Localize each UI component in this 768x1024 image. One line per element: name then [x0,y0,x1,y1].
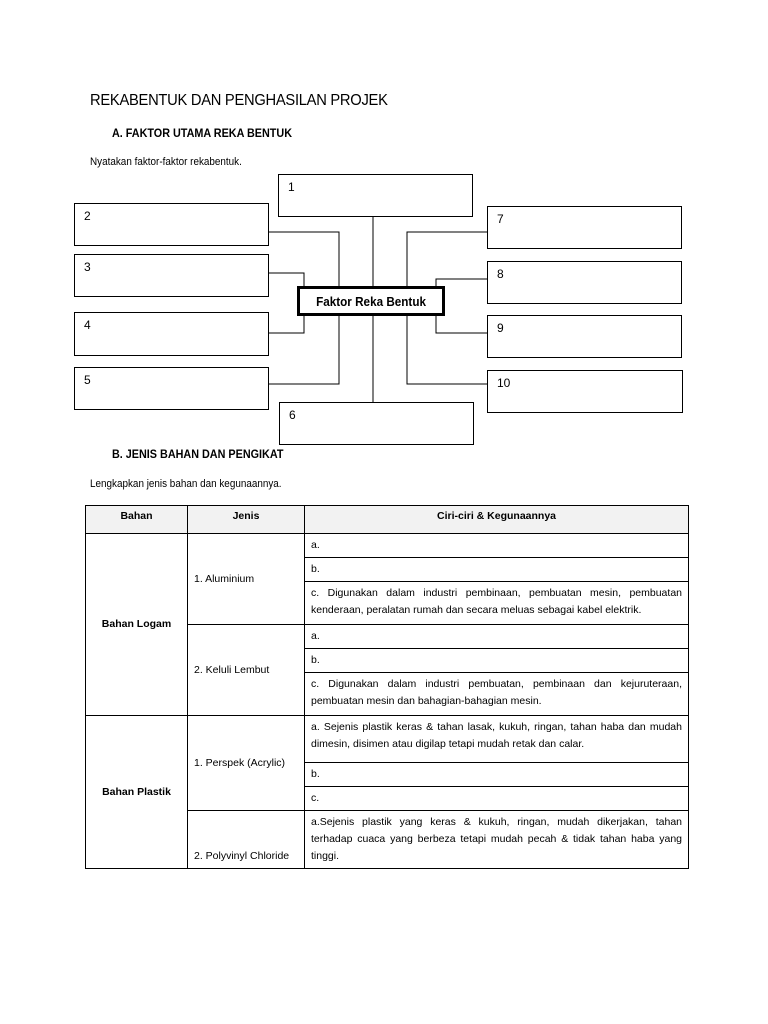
keluli-b-cell[interactable]: b. [305,649,689,673]
keluli-c-cell: c. Digunakan dalam industri pembuatan, pembinaan dan kejuruteraan, pembuatan mesin dan bahagian-bahagian mesin. [305,673,689,716]
jenis-aluminium: 1. Aluminium [188,534,305,625]
center-factor-box: Faktor Reka Bentuk [297,286,445,316]
factor-box-7[interactable]: 7 [487,206,682,249]
factor-box-2[interactable]: 2 [74,203,269,246]
jenis-pvc: 2. Polyvinyl Chloride [188,811,305,869]
factor-box-9[interactable]: 9 [487,315,682,358]
factor-box-4[interactable]: 4 [74,312,269,356]
factor-box-3[interactable]: 3 [74,254,269,297]
factor-box-1[interactable]: 1 [278,174,473,217]
perspek-a-cell: a. Sejenis plastik keras & tahan lasak, kukuh, ringan, tahan haba dan mudah dimesin, disimen atau digilap tetapi mudah retak dan calar. [305,716,689,763]
factor-box-10[interactable]: 10 [487,370,683,413]
section-a-heading: A. FAKTOR UTAMA REKA BENTUK [112,126,292,140]
factor-box-5[interactable]: 5 [74,367,269,410]
factor-box-6[interactable]: 6 [279,402,474,445]
header-jenis: Jenis [188,506,305,534]
keluli-a-cell[interactable]: a. [305,625,689,649]
bahan-plastik: Bahan Plastik [86,716,188,869]
jenis-perspek: 1. Perspek (Acrylic) [188,716,305,811]
header-bahan: Bahan [86,506,188,534]
page-title: REKABENTUK DAN PENGHASILAN PROJEK [90,92,388,109]
bahan-logam: Bahan Logam [86,534,188,716]
aluminium-b-cell[interactable]: b. [305,558,689,582]
section-b-heading: B. JENIS BAHAN DAN PENGIKAT [112,447,284,461]
section-b-instruction: Lengkapkan jenis bahan dan kegunaannya. [90,478,282,490]
jenis-keluli: 2. Keluli Lembut [188,625,305,716]
aluminium-a-cell[interactable]: a. [305,534,689,558]
pvc-a-cell: a.Sejenis plastik yang keras & kukuh, ringan, mudah dikerjakan, tahan terhadap cuaca yang berbeza tetapi mudah pecah & tidak tahan haba yang tinggi. [305,811,689,869]
factor-box-8[interactable]: 8 [487,261,682,304]
perspek-b-cell[interactable]: b. [305,763,689,787]
section-a-instruction: Nyatakan faktor-faktor rekabentuk. [90,156,242,168]
aluminium-c-cell: c. Digunakan dalam industri pembinaan, pembuatan mesin, pembuatan kenderaan, peralatan rumah dan secara meluas sebagai kabel elektrik. [305,582,689,625]
materials-table [85,505,689,869]
header-ciri: Ciri-ciri & Kegunaannya [305,506,689,534]
perspek-c-cell[interactable]: c. [305,787,689,811]
